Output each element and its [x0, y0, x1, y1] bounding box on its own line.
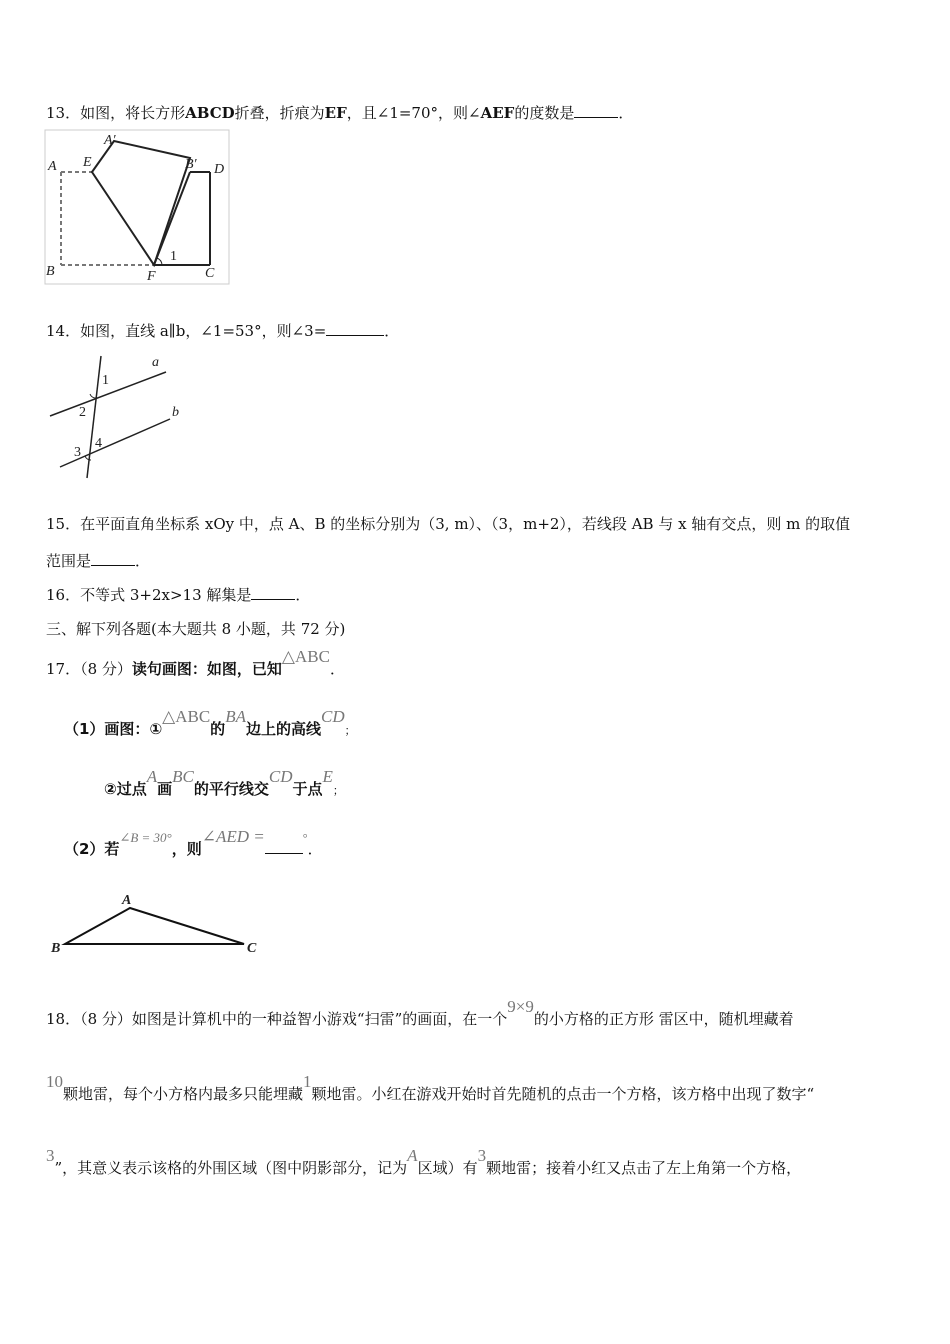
q13-mid3: 的度数是	[514, 104, 575, 122]
q18-t6: 区域）有	[417, 1159, 478, 1177]
q17-number: 17．（8 分）	[46, 660, 132, 678]
q13-crease: EF	[324, 104, 347, 122]
q17-p2-cd: CD	[268, 767, 293, 786]
q14-label-1: 1	[102, 373, 109, 388]
q18-number: 18．（8 分）	[46, 1010, 132, 1028]
q14-body: 14．如图，直线 a∥b，∠1=53°，则∠3=	[46, 322, 327, 340]
q17-p2-label: ②过点	[104, 780, 147, 798]
q13-label-B: B	[46, 264, 55, 279]
q16-answer-blank	[251, 585, 295, 600]
q17-p2-a: A	[146, 767, 158, 786]
q13-mid1: 折叠，折痕为	[234, 104, 325, 122]
q15-line2-text: 范围是	[46, 552, 92, 570]
q13-label-1: 1	[170, 249, 177, 264]
q13-label-E: E	[83, 155, 92, 170]
q16-body: 16．不等式 3+2x>13 解集是	[46, 586, 252, 604]
q13-rect: ABCD	[185, 104, 235, 122]
q13-label-C: C	[205, 266, 215, 281]
q17-q2-angle: ∠B = 30°	[119, 830, 172, 845]
q16-text	[46, 585, 310, 605]
q13-prefix: 13．如图，将长方形	[46, 104, 186, 122]
q17-p1-end: ；	[344, 724, 356, 737]
q13-label-D: D	[214, 162, 225, 177]
q13-angle: AEF	[480, 104, 515, 122]
q13-answer-blank	[574, 103, 618, 118]
q17-p2-end: ；	[332, 784, 344, 797]
q17-q2-degree: °	[302, 831, 308, 845]
q17-q2-aed: ∠AED =	[201, 827, 265, 846]
q17-p2-e: E	[322, 767, 333, 786]
q15-line2	[46, 551, 150, 571]
q17-intro-end: ．	[329, 660, 345, 678]
q18-grid-size: 9×9	[507, 997, 534, 1016]
q17-p2-yu: 于点	[292, 780, 323, 798]
q17-p1-ba: BA	[225, 707, 246, 726]
q15-answer-blank	[91, 551, 135, 566]
section-title: 三、解下列各题(本大题共 8 小题，共 72 分)	[46, 620, 346, 638]
q17-p1-de: 的	[210, 720, 226, 738]
q17-p2-bc: BC	[172, 767, 194, 786]
q13-label-F: F	[147, 269, 156, 284]
q14-end: ．	[384, 322, 400, 340]
q13-label-B-prime: B′	[185, 157, 197, 172]
q17-p1-triangle: △ABC	[162, 707, 211, 726]
q17-q2-comma: ，则	[171, 840, 202, 858]
q17-intro-text: 读句画图：如图，已知	[131, 660, 282, 678]
q18-t2: 的小方格的正方形 雷区中，随机埋藏着	[533, 1010, 794, 1028]
q18-number-three: 3	[46, 1146, 55, 1165]
q13-figure	[44, 128, 234, 288]
q18-t5: ”，其意义表示该格的外围区域（图中阴影部分，记为	[54, 1159, 408, 1177]
q16-end: ．	[295, 586, 311, 604]
q17-part1-line2	[104, 767, 344, 801]
q18-t7: 颗地雷；接着小红又点击了左上角第一个方格，	[486, 1159, 802, 1177]
q14-label-b: b	[172, 405, 179, 420]
q18-line2	[46, 1072, 815, 1104]
q13-end: ．	[618, 104, 634, 122]
q18-line1	[46, 997, 794, 1029]
q17-answer-blank	[265, 839, 303, 854]
q17-label-B: B	[51, 941, 61, 956]
q17-p2-text: 的平行线交	[193, 780, 269, 798]
q15-end: ．	[135, 552, 151, 570]
q14-label-3: 3	[74, 445, 81, 460]
q17-p1-text: 边上的高线	[245, 720, 321, 738]
q17-label-C: C	[247, 941, 257, 956]
q17-intro	[46, 647, 345, 679]
q13-mid2: ，且∠1=70°，则∠	[346, 104, 481, 122]
q17-triangle-figure	[48, 890, 268, 960]
q17-label-A: A	[122, 893, 132, 908]
q13-label-A-prime: A′	[104, 133, 116, 148]
q17-p1-label: （1）画图：①	[64, 720, 163, 738]
q18-t4: 颗地雷。小红在游戏开始时首先随机的点击一个方格，该方格中出现了数字“	[311, 1085, 815, 1103]
q18-three-mines: 3	[477, 1146, 487, 1165]
q14-text	[46, 321, 399, 341]
q17-q2-end: ．	[307, 840, 323, 858]
q18-line3	[46, 1146, 802, 1178]
q14-label-4: 4	[95, 436, 102, 451]
q13-text	[46, 103, 633, 123]
q18-max-one: 1	[303, 1072, 312, 1091]
q14-label-a: a	[152, 355, 159, 370]
q17-p1-cd: CD	[320, 707, 345, 726]
q18-mine-count: 10	[46, 1072, 63, 1091]
q17-part1-line1	[64, 707, 356, 741]
q13-label-A: A	[48, 159, 57, 174]
q18-t3: 颗地雷，每个小方格内最多只能埋藏	[63, 1085, 304, 1103]
q18-region-a: A	[407, 1146, 418, 1165]
q14-figure	[46, 350, 196, 485]
q17-p2-hua: 画	[157, 780, 173, 798]
q14-label-2: 2	[79, 405, 86, 420]
q14-answer-blank	[326, 321, 384, 336]
q18-t1: 如图是计算机中的一种益智小游戏“扫雷”的画面，在一个	[131, 1010, 508, 1028]
q17-q2-label: （2）若	[64, 840, 120, 858]
q15-line1: 15．在平面直角坐标系 xOy 中，点 A、B 的坐标分别为（3, m）、（3，m+2），若线段 AB 与 x 轴有交点，则 m 的取值	[46, 515, 851, 533]
q17-triangle: △ABC	[281, 647, 330, 666]
q17-part2	[64, 827, 323, 860]
